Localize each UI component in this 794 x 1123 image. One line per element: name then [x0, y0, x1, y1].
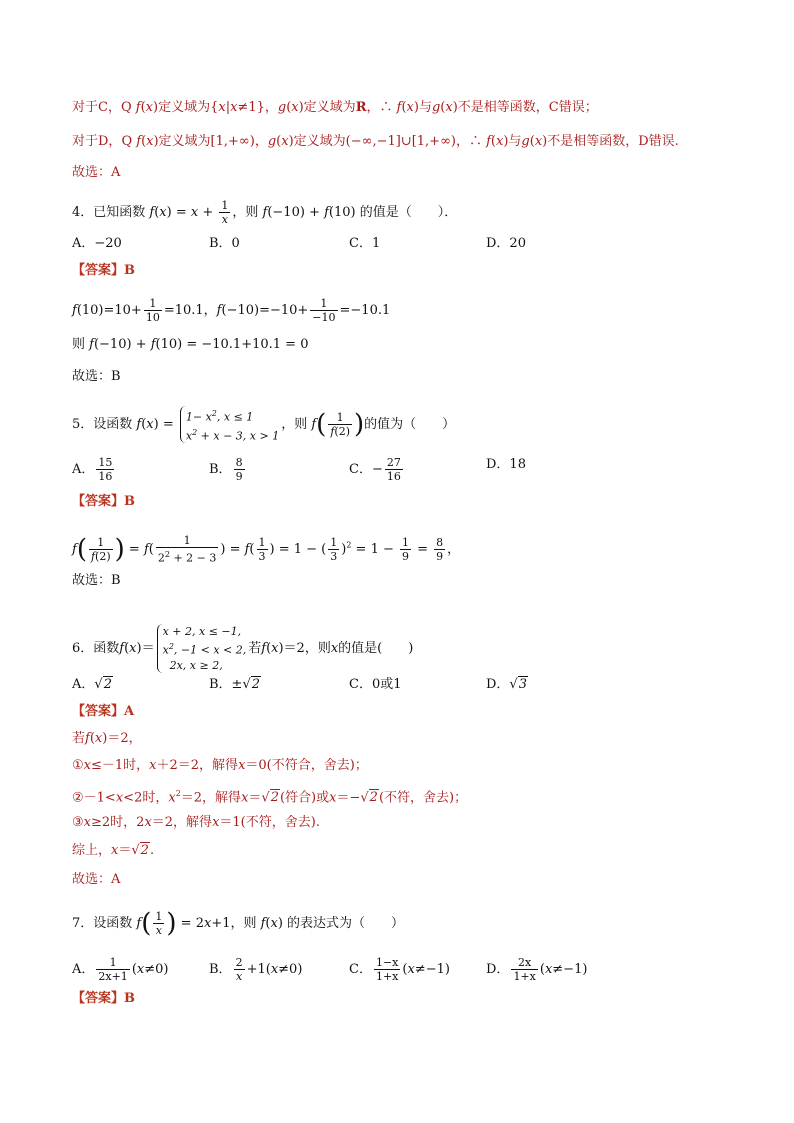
q7-stem: 7．设函数 f( $\frac{1}{x}$ ) = 2x+1，则 f(x) 的表达式为（ ）	[72, 908, 405, 939]
q6-solution-1: 若f(x)＝2，	[72, 731, 142, 746]
q7-option-a: A． $\frac{1}{2x+1}$ (x≠0)	[72, 956, 169, 983]
q6-option-b: B．±√2	[209, 677, 261, 692]
q5-option-a: A． $\frac{15}{16}$	[72, 456, 113, 483]
q6-stem: 6．函数f(x)＝ x + 2, x ≤ −1, $x^2$, −1 < x < 2, 2x, x ≥ 2, 若f(x)＝2，则x的值是( )	[72, 625, 414, 672]
analysis-d: 对于D，Q f(x)定义域为[1,+∞)，g(x)定义域为(−∞,−1]∪[1,+∞)，∴ f(x)与g(x)不是相等函数，D错误.	[72, 134, 679, 149]
q4-solution-2: 则 f(−10) + f(10) = −10.1+10.1 = 0	[72, 337, 309, 352]
q6-solution-2: ①x≤－1时，x＋2＝2，解得x＝0(不符合，舍去)；	[72, 758, 368, 773]
q7-answer-label: 【答案】B	[72, 991, 135, 1006]
q6-option-c: C．0或1	[349, 677, 402, 692]
q6-solution-4: ③x≥2时，2x＝2，解得x＝1(不符，舍去).	[72, 815, 320, 830]
q6-solution-5: 综上，x＝√2.	[72, 843, 155, 858]
q4-choose: 故选：B	[72, 369, 121, 384]
q5-solution-1: f( $\frac{1}{f(2)}$ ) = f( $\frac{1}{2^2 + 2 - 3}$ ) = f( $\frac{1}{3}$ ) = 1 − ( $\frac{1}{3}$ )$^2$ = 1 − $\frac{1}{9}$ = $\frac{8}{9}$ ，	[72, 534, 461, 565]
q7-option-d: D． $\frac{2x}{1+x}$ (x≠−1)	[486, 956, 588, 983]
q6-choose: 故选：A	[72, 872, 121, 887]
q6-option-d: D．√3	[486, 677, 527, 692]
q4-option-d: D．20	[486, 236, 526, 251]
q4-option-b: B．0	[209, 236, 240, 251]
q6-solution-3: ②－1<x<2时，$x^2=2$，解得x＝√2(符合)或x＝−√2(不符，舍去)；	[72, 789, 468, 806]
q5-option-c: C．− $\frac{27}{16}$	[349, 456, 401, 483]
q7-option-b: B． $\frac{2}{x}$ +1(x≠0)	[209, 956, 303, 983]
q5-option-b: B． $\frac{8}{9}$	[209, 456, 243, 483]
q7-option-c: C． $\frac{1-x}{1+x}$ (x≠−1)	[349, 956, 450, 983]
q4-option-c: C．1	[349, 236, 381, 251]
q4-option-a: A．−20	[72, 236, 122, 251]
q5-choose: 故选：B	[72, 573, 121, 588]
q5-stem: 5．设函数 f(x) = $1- x^2$, x ≤ 1 $x^2 + x - 3$, x > 1 ，则 f( $\frac{1}{f(2)}$ )的值为（ ）	[72, 406, 455, 443]
q3-choose: 故选：A	[72, 165, 121, 180]
q4-solution-1: f(10)=10+ $\frac{1}{10}$ =10.1，f(−10)=−10+ $\frac{1}{-10}$ =−10.1	[72, 297, 391, 324]
q5-option-d: D．18	[486, 457, 526, 472]
q5-answer-label: 【答案】B	[72, 494, 135, 509]
analysis-c: 对于C，Q f(x)定义域为{x|x≠1}，g(x)定义域为R，∴ f(x)与g(x)不是相等函数，C错误；	[72, 100, 598, 115]
q4-stem: 4．已知函数 f(x) = x + $\frac{1}{x}$ ，则 f(−10) + f(10) 的值是（ ）．	[72, 199, 458, 226]
q6-answer-label: 【答案】A	[72, 704, 135, 719]
q4-answer-label: 【答案】B	[72, 263, 135, 278]
q6-option-a: A．√2	[72, 677, 112, 692]
